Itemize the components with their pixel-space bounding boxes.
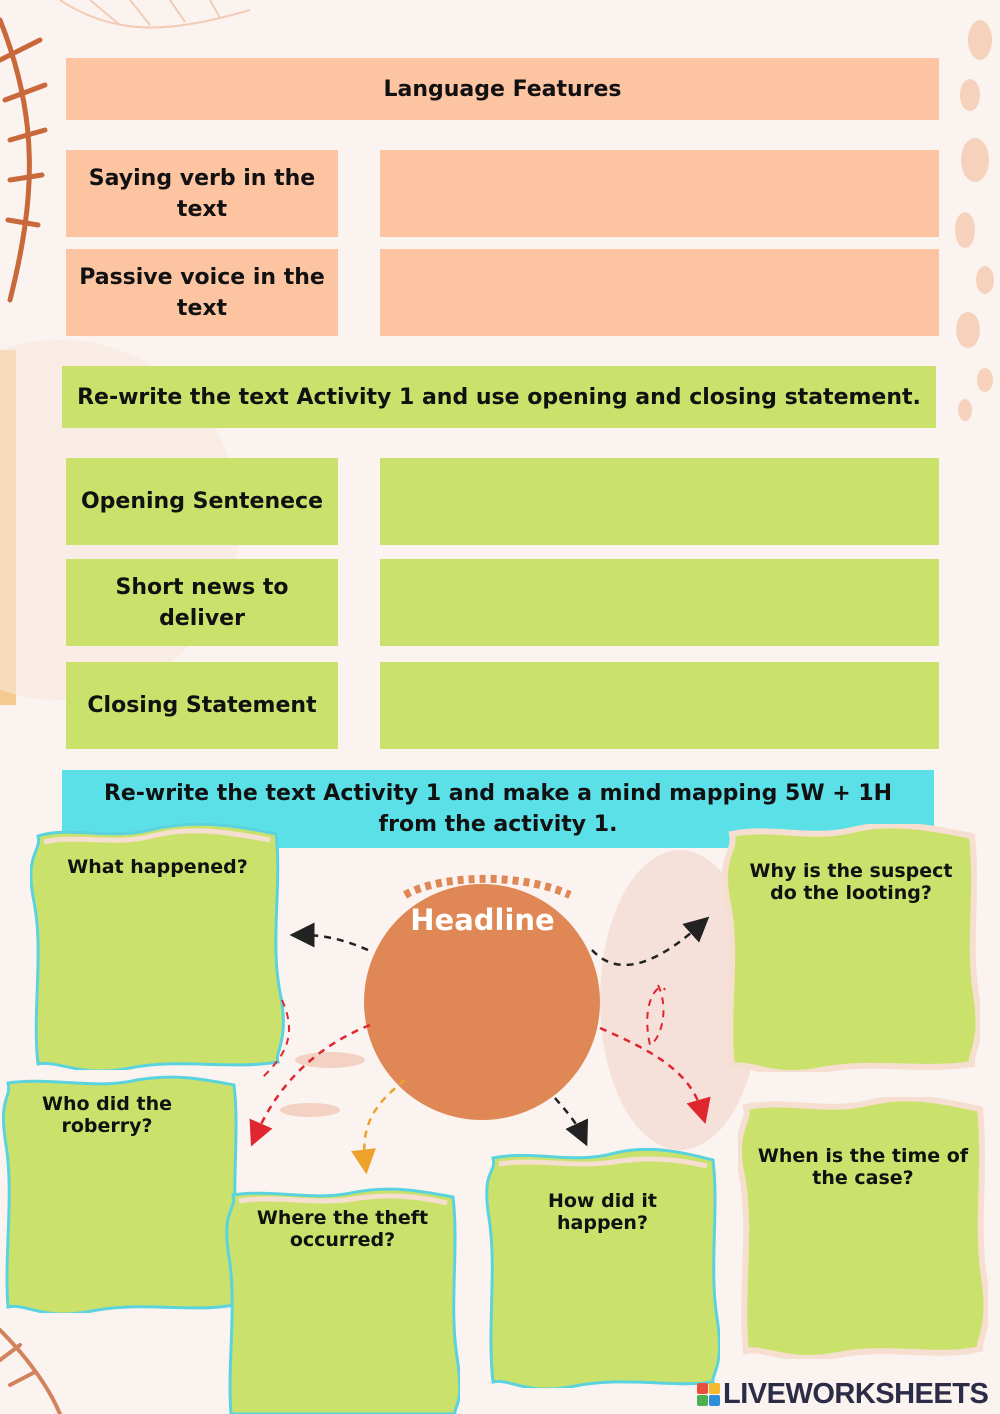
liveworksheets-text: LIVEWORKSHEETS [723,1378,989,1410]
liveworksheets-logo [697,1378,988,1411]
brand-square-red [697,1383,708,1394]
language-features-title-text: Language Features [383,76,622,102]
saying-verb-label-text: Saying verb in the text [88,165,316,222]
card-where-theft-label: Where the theft occurred? [256,1207,429,1251]
liveworksheets-mark-icon [697,1383,720,1406]
rewrite-statement-instruction-text: Re-write the text Activity 1 and use opening and closing statement. [77,384,921,410]
arrow-to-what [302,935,368,950]
opening-sentence-label-text: Opening Sentenece [80,489,324,514]
arrow-to-who [256,1025,370,1135]
card-why-looting-label: Why is the suspect do the looting? [749,860,953,904]
brand-square-blue [709,1395,720,1406]
card-how-happen-label: How did it happen? [547,1190,658,1234]
brand-square-green [697,1395,708,1406]
card-what-happened-label: What happened? [67,856,248,878]
arrow-to-where [364,1080,405,1162]
closing-statement-label-text: Closing Statement [87,693,317,718]
headline-label: Headline [410,903,555,937]
card-who-robbery-label: Who did the roberry? [42,1093,172,1137]
passive-voice-label-text: Passive voice in the text [79,264,325,321]
mind-map-instruction-text: Re-write the text Activity 1 and make a mind mapping 5W + 1H from the activity 1. [103,781,893,837]
arrow-to-when [600,1028,702,1112]
short-news-label-text: Short news to deliver [115,574,289,631]
arrow-to-why [592,925,700,965]
card-when-time-label: When is the time of the case? [757,1145,969,1189]
brand-square-yellow [709,1383,720,1394]
arrow-to-how [555,1098,582,1135]
